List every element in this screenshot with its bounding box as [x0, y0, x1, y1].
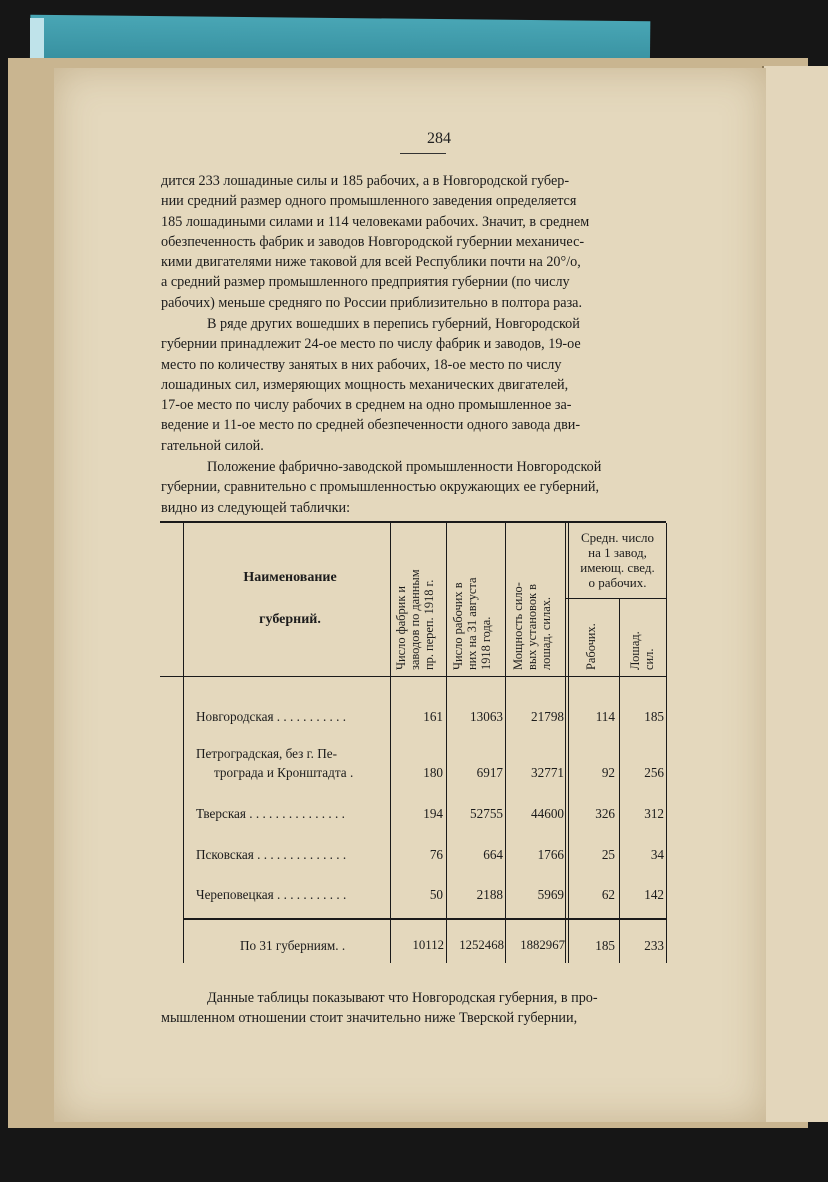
text-line: нии средний размер одного промышленного заведения определяется: [161, 193, 577, 210]
header-workers: [451, 528, 499, 670]
text-line: лошадиных сил, измеряющих мощность механических двигателей,: [161, 376, 569, 393]
avg-header-rule: [566, 598, 666, 599]
row-value: 312: [644, 806, 664, 821]
header-line: Средн. число: [580, 530, 655, 545]
paragraph-1: [161, 171, 696, 313]
header-name: Наименование: [243, 570, 337, 585]
next-page-edge: [762, 66, 828, 1122]
header-average: [569, 530, 666, 590]
header-line: сил.: [642, 648, 656, 670]
paragraph-3: [161, 457, 696, 518]
paragraph-4: [161, 988, 696, 1029]
row-name: Тверская . . . . . . . . . . . . . . .: [196, 806, 345, 821]
header-avg-hp: [628, 604, 660, 670]
total-value: 10112: [412, 938, 444, 952]
text-line: рабочих) меньше средняго по России приблизительно в полтора раза.: [161, 294, 583, 311]
row-value: 185: [644, 709, 664, 724]
row-value: 13063: [470, 709, 503, 724]
text-line: дится 233 лошадиные силы и 185 рабочих, а в Новгородской губер-: [161, 173, 570, 189]
text-line: ведение и 11-ое место по средней обезпеченности одного завода дви-: [161, 417, 581, 434]
row-name: Петроградская, без г. Пе-: [196, 746, 337, 761]
text-line: место по количеству занятых в них рабочих, 18-ое место по числу: [161, 356, 562, 373]
row-value: 114: [595, 709, 615, 724]
text-line: 17-ое место по числу рабочих в среднем на одно промышленное за-: [161, 397, 572, 414]
header-avg-workers: Рабочих.: [584, 623, 598, 670]
paragraph-2: [161, 314, 696, 456]
row-value: 664: [483, 847, 503, 862]
table-top-rule: [160, 521, 666, 523]
header-line: Лошад.: [628, 631, 642, 670]
text-line: видно из следующей таблички:: [161, 499, 351, 516]
row-value: 142: [644, 887, 664, 902]
header-line: вых установок в: [525, 584, 539, 670]
row-name: Псковская . . . . . . . . . . . . . .: [196, 847, 347, 862]
row-value: 180: [423, 765, 443, 780]
row-name-cont: трограда и Кронштадта .: [214, 765, 354, 780]
row-value: 34: [650, 847, 664, 862]
text-line: губернии принадлежит 24-ое место по числу фабрик и заводов, 19-ое: [161, 336, 581, 353]
header-line: имеющ. свед.: [580, 560, 655, 575]
row-value: 52755: [470, 806, 503, 821]
row-value: 25: [601, 847, 615, 862]
row-value: 62: [601, 887, 615, 902]
header-line: пр. переп. 1918 г.: [422, 579, 436, 670]
text-line: обезпеченность фабрик и заводов Новгородской губернии механичес-: [161, 233, 585, 250]
header-line: 1918 года.: [479, 616, 493, 670]
header-name-2: губерний.: [259, 612, 321, 627]
total-label: По 31 губерниям. .: [240, 938, 346, 953]
header-line: лошад. силах.: [539, 596, 553, 670]
text-line: В ряде других вошедших в перепись губерний, Новгородской: [207, 316, 580, 332]
row-value: 5969: [537, 887, 564, 902]
header-factories: [394, 528, 442, 670]
row-value: 326: [595, 806, 615, 821]
table-header-rule: [160, 676, 666, 677]
row-name: Череповецкая . . . . . . . . . . .: [196, 887, 347, 902]
header-line: о рабочих.: [588, 575, 647, 590]
page-number: 284: [427, 130, 451, 147]
row-value: 256: [644, 765, 664, 780]
row-name: Новгородская . . . . . . . . . . .: [196, 709, 347, 724]
row-value: 21798: [531, 709, 564, 724]
header-line: Число рабочих в: [451, 582, 465, 670]
text-line: гательной силой.: [161, 437, 264, 454]
table-total-rule: [184, 918, 666, 920]
text-line: Данные таблицы показывают что Новгородская губерния, в про-: [207, 990, 598, 1006]
row-value: 194: [423, 806, 443, 821]
table-right-border: [666, 523, 667, 963]
total-value: 1882967: [520, 938, 565, 952]
text-line: мышленном отношении стоит значительно ниже Тверской губернии,: [161, 1010, 578, 1027]
row-value: 161: [423, 709, 443, 724]
page-number-underline: [400, 153, 446, 154]
header-line: заводов по данным: [408, 569, 422, 670]
row-value: 50: [429, 887, 443, 902]
text-line: а средний размер промышленного предприятия губернии (по числу: [161, 274, 570, 291]
header-line: Мощность сило-: [511, 582, 525, 670]
row-value: 44600: [531, 806, 564, 821]
text-line: губернии, сравнительно с промышленностью окружающих ее губерний,: [161, 479, 600, 496]
row-value: 6917: [476, 765, 503, 780]
text-line: кими двигателями ниже таковой для всей Республики почти на 20°/о,: [161, 254, 581, 271]
row-value: 76: [429, 847, 443, 862]
header-line: Число фабрик и: [394, 585, 408, 670]
total-value: 185: [595, 938, 615, 953]
row-value: 92: [601, 765, 615, 780]
header-power: [511, 528, 559, 670]
row-value: 1766: [537, 847, 564, 862]
header-line: них на 31 августа: [465, 577, 479, 670]
row-value: 2188: [476, 887, 503, 902]
row-value: 32771: [531, 765, 564, 780]
cover-corner: [30, 18, 44, 58]
total-value: 1252468: [459, 938, 504, 952]
text-line: Положение фабрично-заводской промышленности Новгородской: [207, 459, 602, 475]
header-line: на 1 завод,: [588, 545, 647, 560]
total-value: 233: [644, 938, 664, 953]
table-left-border: [183, 523, 184, 963]
col-divider: [565, 523, 566, 963]
text-line: 185 лошадиными силами и 114 человеками рабочих. Значит, в среднем: [161, 213, 590, 230]
